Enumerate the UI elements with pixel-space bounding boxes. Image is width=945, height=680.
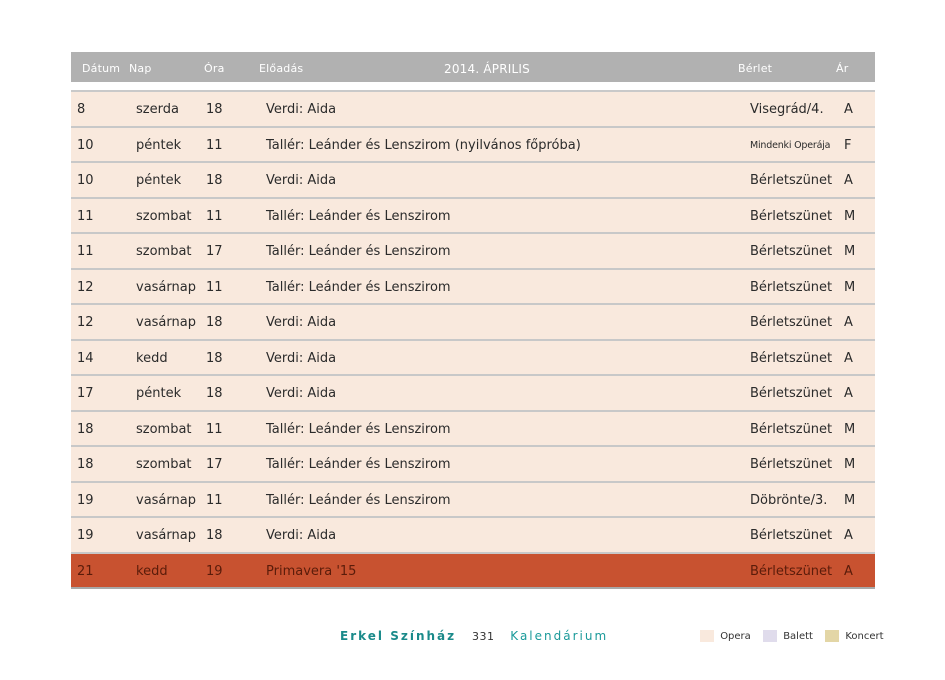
header-date: Dátum	[82, 62, 121, 75]
row-hour: 18	[206, 102, 223, 117]
row-title: Verdi: Aida	[266, 315, 337, 330]
row-title: Tallér: Leánder és Lenszirom	[266, 279, 451, 295]
row-hour: 17	[206, 244, 223, 259]
row-title: Tallér: Leánder és Lenszirom	[266, 457, 451, 472]
row-price: A	[844, 102, 853, 117]
row-date: 11	[77, 208, 94, 224]
row-day: vasárnap	[136, 528, 196, 543]
schedule-table	[71, 52, 875, 589]
row-subscription: Bérletszünet	[750, 279, 833, 295]
row-date: 19	[77, 528, 94, 543]
row-title: Tallér: Leánder és Lenszirom	[266, 492, 451, 508]
row-hour: 11	[206, 208, 223, 224]
legend	[700, 630, 893, 642]
row-price: A	[844, 528, 853, 543]
row-date: 12	[77, 279, 94, 295]
table-row	[71, 412, 875, 448]
row-price: F	[844, 137, 852, 153]
page-number: 331	[471, 630, 495, 643]
row-hour: 17	[206, 457, 223, 472]
legend-item-koncert	[825, 630, 883, 642]
row-title: Primavera '15	[266, 563, 357, 579]
row-hour: 18	[206, 350, 223, 366]
row-title: Verdi: Aida	[266, 528, 337, 543]
row-subscription: Bérletszünet	[750, 386, 833, 401]
table-row	[71, 305, 875, 341]
row-subscription: Bérletszünet	[750, 421, 833, 437]
row-hour: 11	[206, 279, 223, 295]
row-day: péntek	[136, 386, 182, 401]
header-performance: Előadás	[259, 62, 304, 75]
footer-brand: Erkel Színház	[340, 629, 457, 643]
row-price: A	[844, 350, 853, 366]
row-title: Tallér: Leánder és Lenszirom	[266, 244, 451, 259]
table-row	[71, 92, 875, 128]
row-date: 17	[77, 386, 94, 401]
row-subscription: Bérletszünet	[750, 457, 833, 472]
row-day: kedd	[136, 563, 168, 579]
table-header	[71, 52, 875, 82]
row-day: vasárnap	[136, 315, 196, 330]
row-date: 21	[77, 563, 94, 579]
table-row	[71, 128, 875, 164]
row-subscription: Döbrönte/3.	[750, 492, 828, 508]
row-day: szombat	[136, 457, 192, 472]
row-day: kedd	[136, 350, 168, 366]
row-date: 11	[77, 244, 94, 259]
row-date: 19	[77, 492, 94, 508]
row-title: Tallér: Leánder és Lenszirom	[266, 421, 451, 437]
row-date: 18	[77, 421, 94, 437]
row-price: A	[844, 563, 853, 579]
row-subscription: Bérletszünet	[750, 244, 833, 259]
header-price: Ár	[836, 62, 849, 75]
row-subscription: Mindenki Operája	[750, 139, 831, 151]
table-row	[71, 518, 875, 554]
table-row	[71, 199, 875, 235]
row-subscription: Bérletszünet	[750, 173, 833, 188]
row-title: Verdi: Aida	[266, 173, 337, 188]
row-title: Verdi: Aida	[266, 350, 337, 366]
header-subscription: Bérlet	[738, 62, 773, 75]
table-row	[71, 341, 875, 377]
header-gap	[71, 82, 875, 92]
row-subscription: Bérletszünet	[750, 350, 833, 366]
row-price: A	[844, 173, 853, 188]
legend-item-balett	[763, 630, 813, 642]
row-day: péntek	[136, 173, 182, 188]
row-day: szombat	[136, 208, 192, 224]
legend-swatch-balett	[763, 630, 777, 642]
row-price: A	[844, 315, 853, 330]
row-title: Verdi: Aida	[266, 102, 337, 117]
row-hour: 18	[206, 173, 223, 188]
row-day: vasárnap	[136, 492, 196, 508]
table-row	[71, 376, 875, 412]
row-date: 8	[77, 102, 86, 117]
header-day: Nap	[129, 62, 152, 75]
table-row	[71, 234, 875, 270]
legend-label: Balett	[783, 631, 813, 642]
legend-swatch-opera	[700, 630, 714, 642]
header-month: 2014. ÁPRILIS	[444, 62, 530, 76]
row-hour: 11	[206, 137, 223, 153]
row-price: A	[844, 386, 853, 401]
legend-label: Opera	[720, 631, 751, 642]
legend-item-opera	[700, 630, 751, 642]
row-subscription: Bérletszünet	[750, 208, 833, 224]
row-hour: 18	[206, 315, 223, 330]
row-date: 14	[77, 350, 94, 366]
row-hour: 19	[206, 563, 223, 579]
row-day: szombat	[136, 421, 192, 437]
row-hour: 11	[206, 492, 223, 508]
row-hour: 11	[206, 421, 223, 437]
row-day: vasárnap	[136, 279, 196, 295]
row-title: Tallér: Leánder és Lenszirom	[266, 208, 451, 224]
row-hour: 18	[206, 528, 223, 543]
row-subscription: Visegrád/4.	[750, 102, 824, 117]
row-day: szerda	[136, 102, 179, 117]
row-price: M	[844, 421, 856, 437]
row-price: M	[844, 457, 856, 472]
row-title: Verdi: Aida	[266, 386, 337, 401]
row-date: 12	[77, 315, 94, 330]
row-hour: 18	[206, 386, 223, 401]
table-row	[71, 483, 875, 519]
legend-swatch-koncert	[825, 630, 839, 642]
page-footer	[340, 629, 608, 643]
legend-label: Koncert	[845, 631, 884, 642]
table-row	[71, 163, 875, 199]
row-subscription: Bérletszünet	[750, 563, 833, 579]
row-price: M	[844, 279, 856, 295]
row-date: 10	[77, 173, 94, 188]
row-day: szombat	[136, 244, 192, 259]
row-date: 10	[77, 137, 94, 153]
row-day: péntek	[136, 137, 182, 153]
row-subscription: Bérletszünet	[750, 528, 833, 543]
row-title: Tallér: Leánder és Lenszirom (nyilvános főpróba)	[266, 137, 581, 153]
row-price: M	[844, 208, 856, 224]
footer-calendar: Kalendárium	[510, 629, 609, 643]
row-price: M	[844, 244, 856, 259]
table-row-highlighted	[71, 554, 875, 590]
table-row	[71, 270, 875, 306]
table-row	[71, 447, 875, 483]
row-subscription: Bérletszünet	[750, 315, 833, 330]
row-date: 18	[77, 457, 94, 472]
header-hour: Óra	[204, 62, 225, 75]
row-price: M	[844, 492, 856, 508]
